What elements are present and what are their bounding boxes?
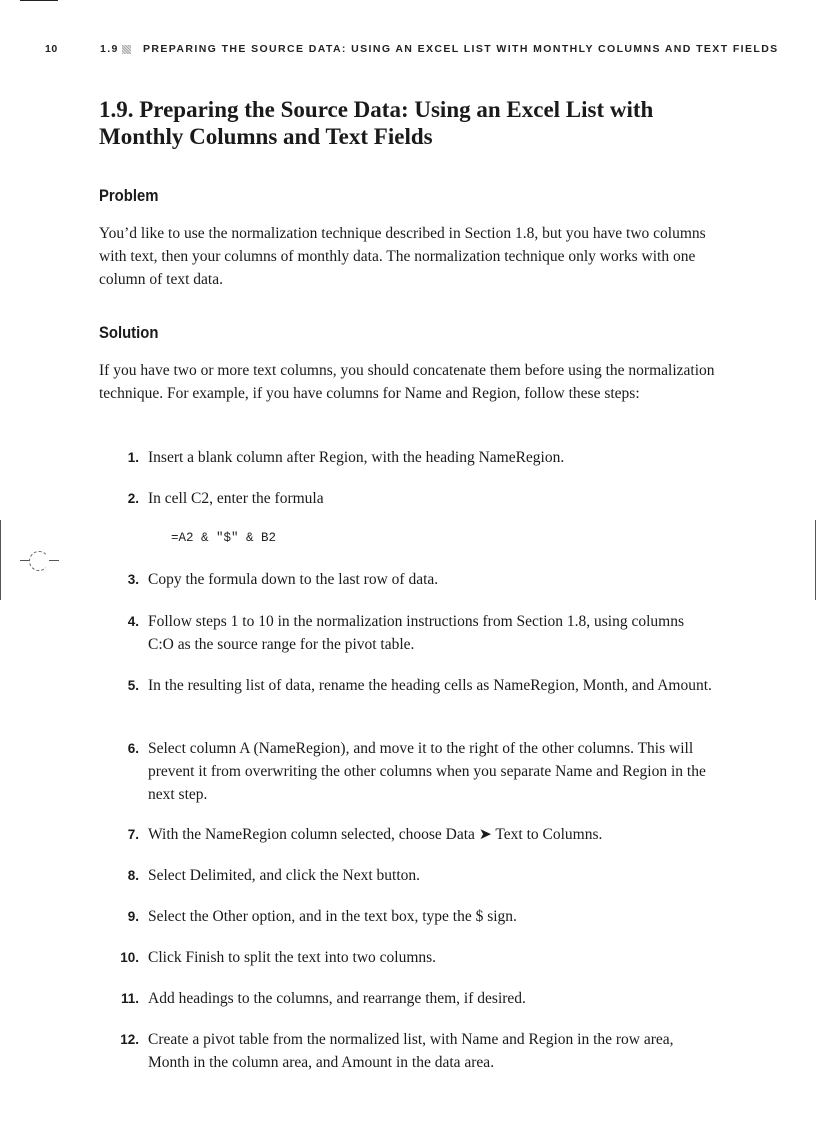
step-text: Click Finish to split the text into two columns. (148, 949, 437, 966)
step-text: Create a pivot table from the normalized list, with Name and Region in the row area, Month in the column area, and Amount in the data area. (148, 1031, 674, 1071)
step-number: 11. (120, 991, 139, 1006)
problem-heading: Problem (99, 187, 159, 205)
step-text: Copy the formula down to the last row of data. (148, 571, 439, 588)
step-number: 6. (127, 741, 139, 756)
step-number: 8. (127, 868, 139, 883)
step-number: 2. (127, 491, 139, 506)
step-number: 1. (127, 450, 139, 465)
page-number: 10 (45, 43, 58, 55)
step-number: 3. (127, 572, 139, 587)
running-title: PREPARING THE SOURCE DATA: USING AN EXCEL LIST WITH MONTHLY COLUMNS AND TEXT FIELDS (143, 43, 779, 55)
step-text: Select column A (NameRegion), and move it to the right of the other columns. This will prevent it from overwriting the other columns when you separate Name and Region in the next step. (148, 740, 706, 803)
step-text: In cell C2, enter the formula (148, 490, 324, 507)
hatched-square-icon (122, 45, 131, 54)
step-text: In the resulting list of data, rename the heading cells as NameRegion, Month, and Amount. (148, 677, 712, 694)
solution-heading: Solution (99, 324, 159, 342)
section-title (99, 96, 719, 150)
step-text: Follow steps 1 to 10 in the normalization instructions from Section 1.8, using columns C:O as the source range for the pivot table. (148, 613, 684, 653)
step-number: 12. (120, 1032, 139, 1047)
step-text: Add headings to the columns, and rearrange them, if desired. (148, 990, 526, 1007)
registration-circle-icon (29, 551, 49, 571)
step-number: 7. (127, 827, 139, 842)
formula-code: =A2 & "$" & B2 (171, 531, 277, 545)
problem-text: You’d like to use the normalization technique described in Section 1.8, but you have two columns with text, then your columns of monthly data. The normalization technique only works with one column of text data. (99, 225, 706, 288)
step-number: 4. (127, 614, 139, 629)
step-text: Insert a blank column after Region, with the heading NameRegion. (148, 449, 565, 466)
crop-mark-top (20, 0, 58, 1)
step-text: Select the Other option, and in the text box, type the $ sign. (148, 908, 517, 925)
step-number: 9. (127, 909, 139, 924)
step-number: 5. (127, 678, 139, 693)
running-header (20, 43, 780, 59)
registration-mark-tick-right (49, 560, 59, 561)
solution-text: If you have two or more text columns, you should concatenate them before using the normalization technique. For example, if you have columns for Name and Region, follow these steps: (99, 362, 715, 402)
section-title-line-1: 1.9. Preparing the Source Data: Using an Excel List with (99, 97, 654, 122)
registration-mark-left-bar (0, 520, 1, 600)
step-text: Select Delimited, and click the Next button. (148, 867, 421, 884)
section-title-line-2: Monthly Columns and Text Fields (99, 124, 433, 149)
step-text: With the NameRegion column selected, choose Data ➤ Text to Columns. (148, 826, 603, 843)
running-section-number: 1.9 (100, 43, 119, 55)
step-number: 10. (120, 950, 139, 965)
